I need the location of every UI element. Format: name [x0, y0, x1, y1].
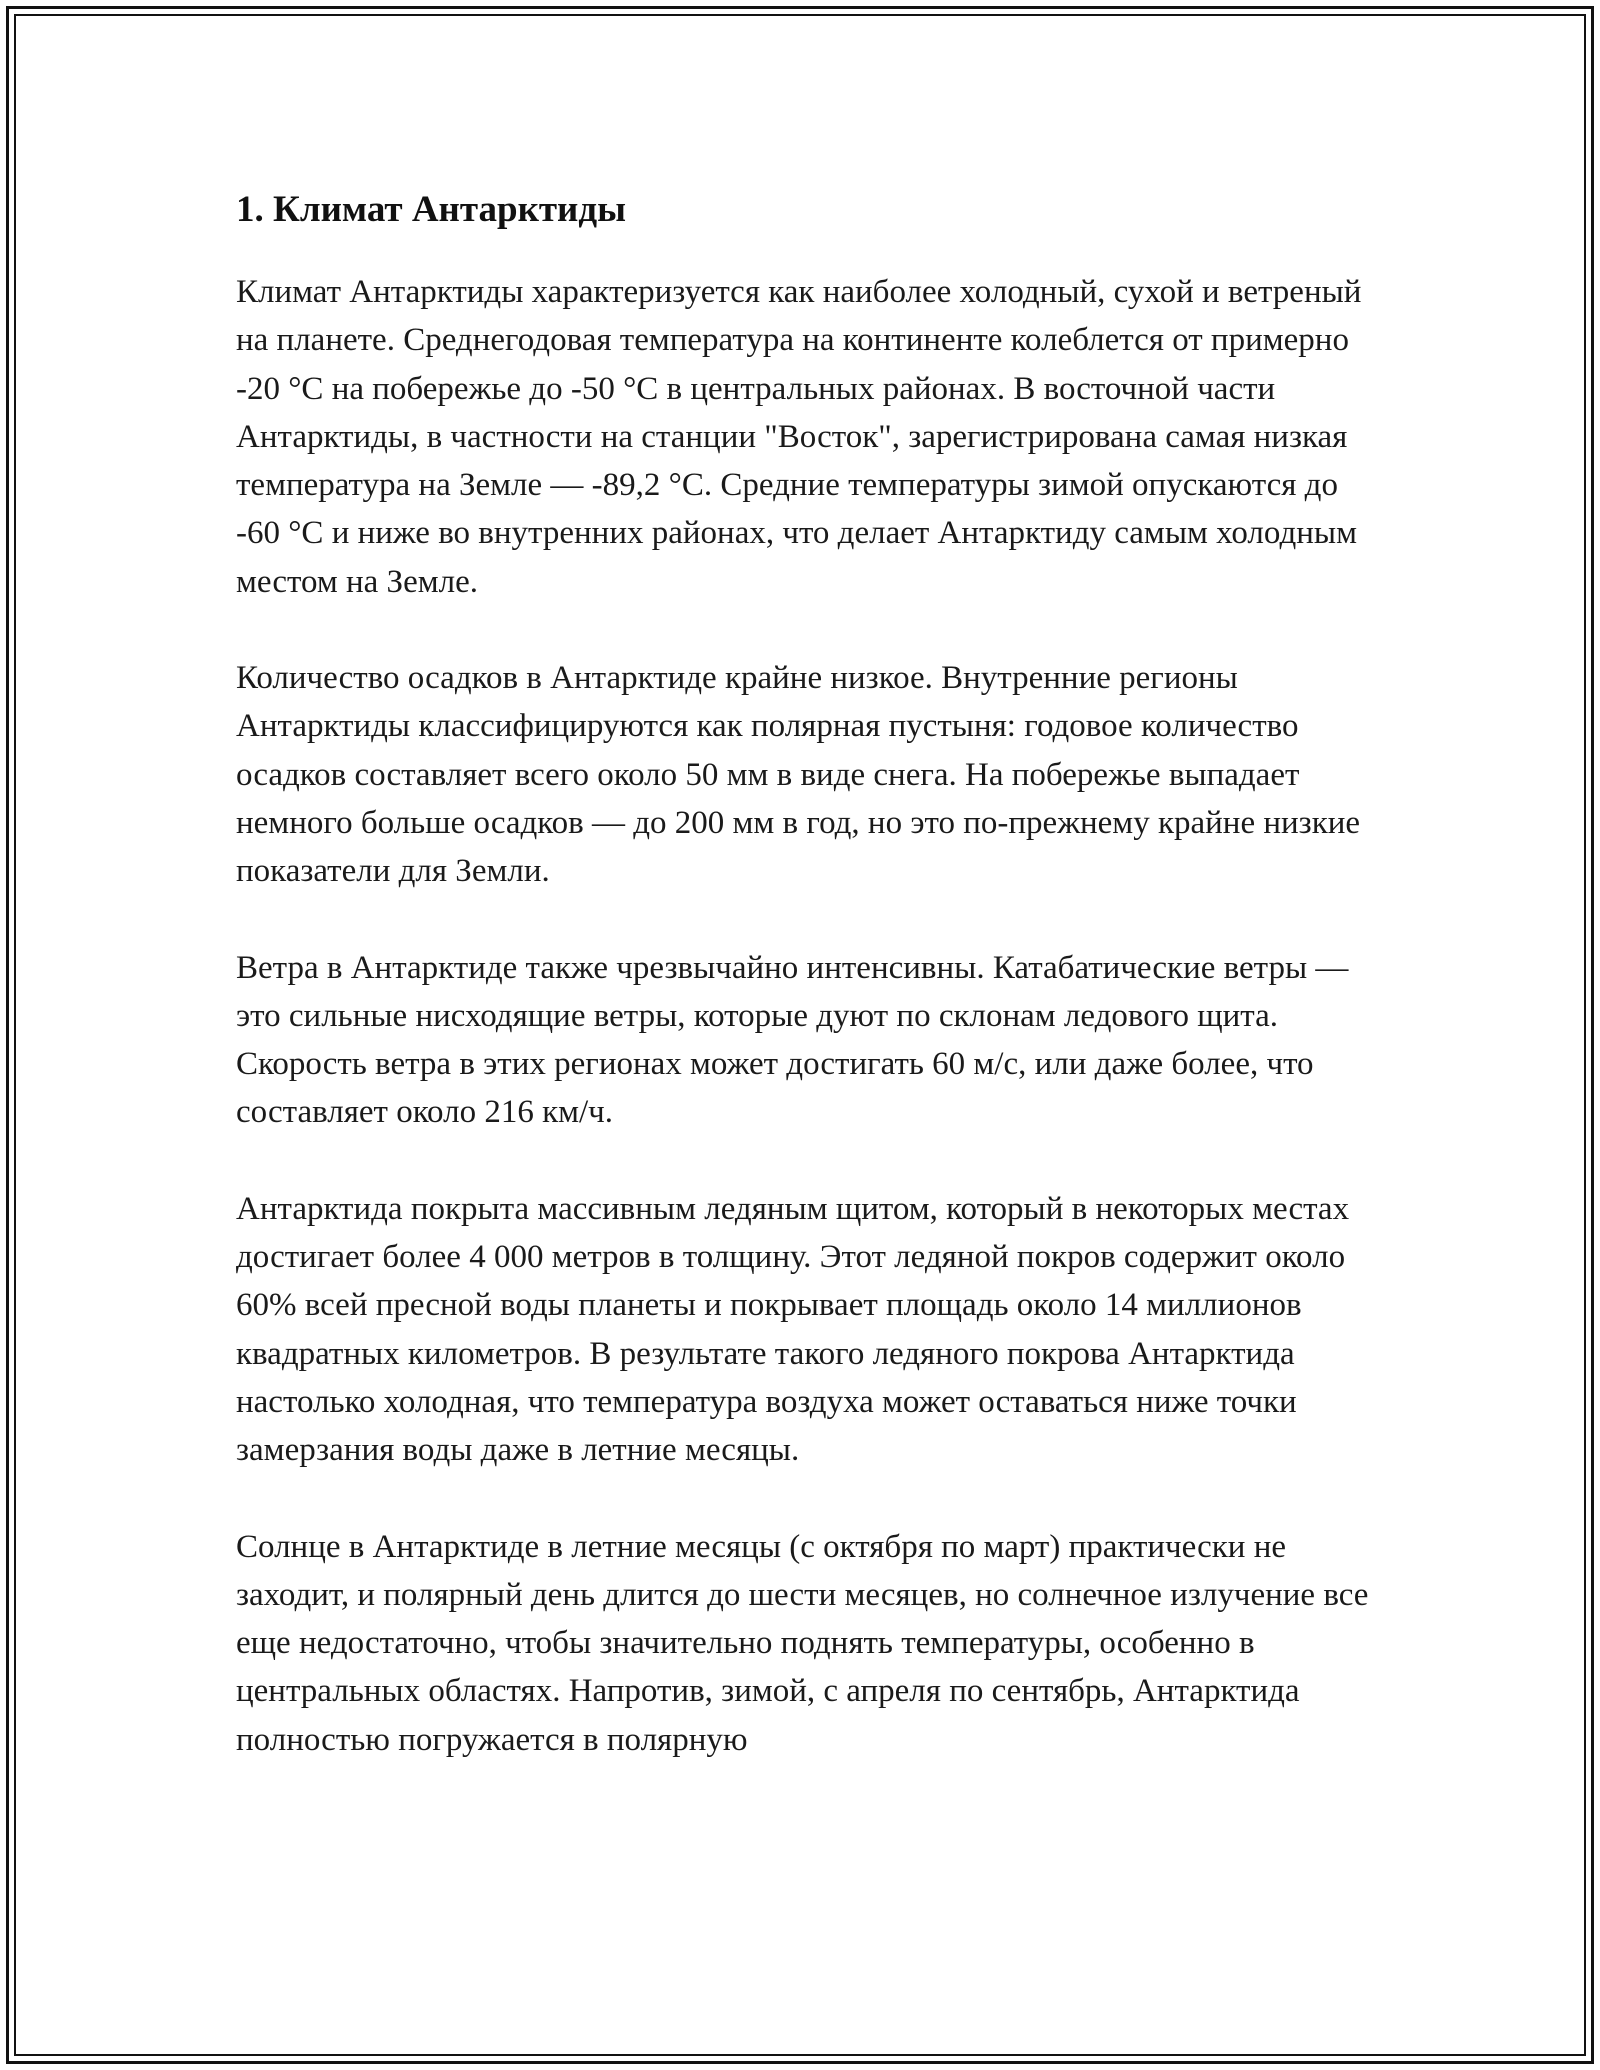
paragraph-temperature: Климат Антарктиды характеризуется как наиболее холодный, сухой и ветреный на планете. Среднегодовая температура на континенте колеблется от примерно -20 °C на побережье до -50 °C в центральных районах. В восточной части Антарктиды, в частности на станции "Восток", зарегистрирована самая низкая температура на Земле — -89,2 °C. Средние температуры зимой опускаются до -60 °C и ниже во внутренних районах, что делает Антарктиду самым холодным местом на Земле. [236, 274, 1362, 600]
paragraph-sunlight: Солнце в Антарктиде в летние месяцы (с октября по март) практически не заходит, и полярный день длится до шести месяцев, но солнечное излучение все еще недостаточно, чтобы значительно поднять температуры, особенно в центральных областях. Напротив, зимой, с апреля по сентябрь, Антарктида полностью погружается в полярную [236, 1528, 1369, 1758]
document-body [236, 186, 1376, 1812]
section-heading: 1. Климат Антарктиды [236, 189, 626, 230]
paragraph-precipitation: Количество осадков в Антарктиде крайне низкое. Внутренние регионы Антарктиды классифицируются как полярная пустыня: годовое количество осадков составляет всего около 50 мм в виде снега. На побережье выпадает немного больше осадков — до 200 мм в год, но это по-прежнему крайне низкие показатели для Земли. [236, 660, 1361, 890]
paragraph-winds: Ветра в Антарктиде также чрезвычайно интенсивны. Катабатические ветры — это сильные нисходящие ветры, которые дуют по склонам ледового щита. Скорость ветра в этих регионах может достигать 60 м/с, или даже более, что составляет около 216 км/ч. [236, 949, 1349, 1131]
paragraph-ice-sheet: Антарктида покрыта массивным ледяным щитом, который в некоторых местах достигает более 4 000 метров в толщину. Этот ледяной покров содержит около 60% всей пресной воды планеты и покрывает площадь около 14 миллионов квадратных километров. В результате такого ледяного покрова Антарктида настолько холодная, что температура воздуха может оставаться ниже точки замерзания воды даже в летние месяцы. [236, 1190, 1350, 1469]
